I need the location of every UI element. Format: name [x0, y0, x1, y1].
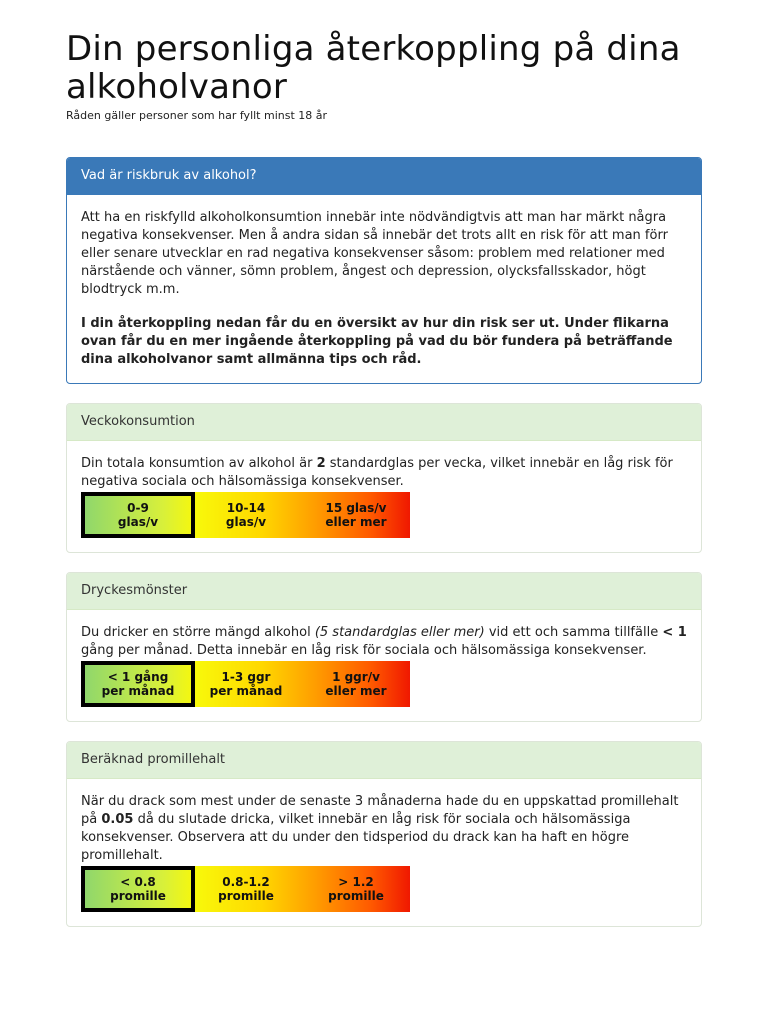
segment-label: < 0.8 — [120, 875, 156, 889]
weekly-value: 2 — [316, 456, 326, 471]
segment-label: glas/v — [117, 515, 159, 529]
pattern-body — [67, 610, 701, 721]
intro-paragraph: Att ha en riskfylld alkoholkonsumtion innebär inte nödvändigtvis att man har märkt några negativa konsekvenser. Men å andra sidan så innebär det trots allt en risk för att man förr eller senare utvecklar en rad negativa konsekvenser såsom: problem med relationer med närstående och vänner, sömn problem, ångest och depression, olycksfallsskador, högt blodtryck m.m. — [81, 210, 668, 297]
segment-label: per månad — [209, 684, 283, 698]
pattern-text-mid: vid ett och samma tillfälle — [484, 625, 663, 640]
intro-summary-text: I din återkoppling nedan får du en översikt av hur din risk ser ut. Under flikarna ovan får du en mer ingående återkoppling på vad du bör fundera på beträffande dina alkoholvanor samt allmänna tips och råd. — [81, 316, 673, 367]
segment-label: eller mer — [325, 684, 387, 698]
pattern-text — [81, 624, 687, 660]
pattern-text-start: Du dricker en större mängd alkohol — [81, 625, 315, 640]
segment-label: 0.8-1.2 — [222, 875, 270, 889]
weekly-risk-scale — [81, 492, 410, 538]
pattern-risk-scale — [81, 661, 410, 707]
risk-segment-low — [81, 492, 195, 538]
segment-label: 1 ggr/v — [332, 670, 380, 684]
risk-segment-high — [301, 492, 411, 538]
segment-label: promille — [328, 889, 384, 903]
segment-label: 15 glas/v — [325, 501, 387, 515]
risk-segment-high — [301, 866, 411, 912]
segment-label: glas/v — [225, 515, 267, 529]
bac-risk-scale — [81, 866, 410, 912]
pattern-value: < 1 — [662, 625, 687, 640]
pattern-text-italic: (5 standardglas eller mer) — [314, 625, 485, 640]
bac-value: 0.05 — [101, 812, 134, 827]
segment-label: promille — [218, 889, 274, 903]
pattern-text-end: gång per månad. Detta innebär en låg risk för sociala och hälsomässiga konsekvenser. — [81, 643, 647, 658]
weekly-text-start: Din totala konsumtion av alkohol är — [81, 456, 317, 471]
weekly-text — [81, 455, 687, 491]
risk-segment-low — [81, 661, 195, 707]
intro-summary — [81, 315, 687, 369]
pattern-heading: Dryckesmönster — [67, 573, 701, 610]
bac-text — [81, 793, 687, 865]
weekly-text-end: standardglas per vecka, vilket innebär en låg risk för negativa sociala och hälsomässiga konsekvenser. — [81, 456, 673, 489]
bac-text-start: När du drack som mest under de senaste 3 månaderna hade du en uppskattad promillehalt på — [81, 794, 679, 827]
segment-label: 0-9 — [127, 501, 149, 515]
risk-segment-medium — [191, 661, 301, 707]
segment-label: 10-14 — [226, 501, 266, 515]
risk-segment-high — [301, 661, 411, 707]
bac-panel — [66, 741, 702, 927]
weekly-body — [67, 441, 701, 552]
intro-body — [67, 195, 701, 383]
weekly-heading: Veckokonsumtion — [67, 404, 701, 441]
segment-label: eller mer — [325, 515, 387, 529]
weekly-panel — [66, 403, 702, 553]
segment-label: > 1.2 — [338, 875, 374, 889]
risk-segment-medium — [191, 492, 301, 538]
segment-label: 1-3 ggr — [221, 670, 271, 684]
intro-panel — [66, 157, 702, 384]
pattern-panel — [66, 572, 702, 722]
segment-label: promille — [110, 889, 166, 903]
risk-segment-medium — [191, 866, 301, 912]
segment-label: per månad — [101, 684, 175, 698]
bac-text-end: då du slutade dricka, vilket innebär en låg risk för sociala och hälsomässiga konsekvenser. Observera att du under den tidsperiod du drack kan ha haft en högre promillehalt. — [81, 812, 631, 863]
page-subtitle: Råden gäller personer som har fyllt minst 18 år — [66, 109, 328, 122]
bac-heading: Beräknad promillehalt — [67, 742, 701, 779]
page-title: Din personliga återkoppling på dina alkoholvanor — [66, 29, 681, 107]
segment-label: < 1 gång — [107, 670, 169, 684]
bac-body — [67, 779, 701, 926]
intro-heading: Vad är riskbruk av alkohol? — [67, 158, 701, 195]
risk-segment-low — [81, 866, 195, 912]
